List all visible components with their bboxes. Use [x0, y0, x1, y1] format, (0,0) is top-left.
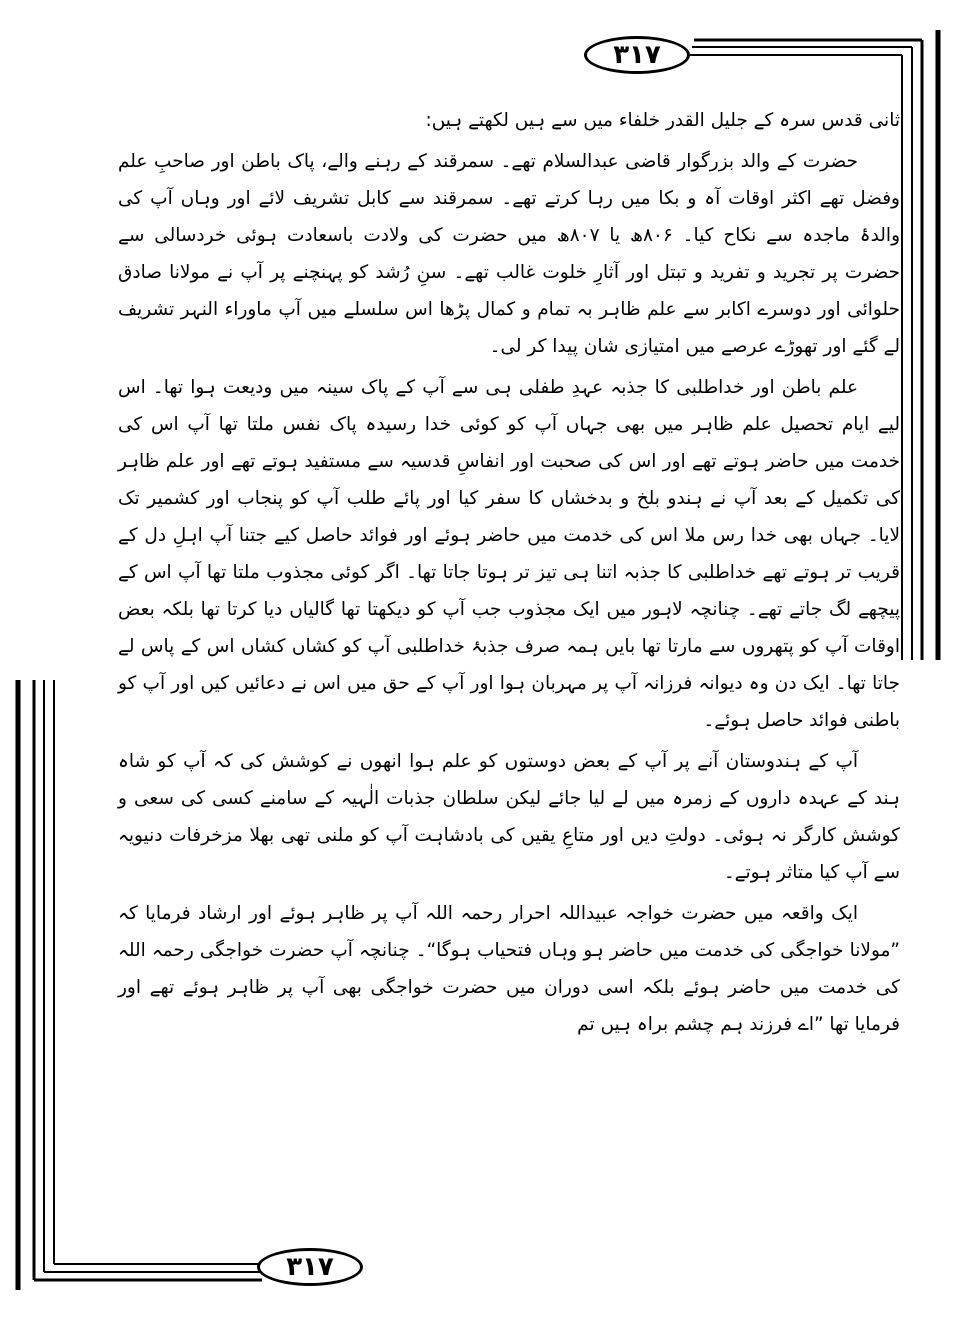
page-number-top: ۳۱۷: [584, 36, 690, 74]
paragraph-2: حضرت کے والد بزرگوار قاضی عبدالسلام تھے۔ سمرقند کے رہنے والے، پاک باطن اور صاحبِ علم وفضل تھے اکثر اوقات آہ و بکا میں رہا کرتے تھے۔ سمرقند سے کابل تشریف لائے اور وہاں آپ کی والدۂ ماجدہ سے نکاح کیا۔ ۸۰۶ھ یا ۸۰۷ھ میں حضرت کی ولادت باسعادت ہوئی خردسالی سے حضرت پر تجرید و تفرید و تبتل اور آثارِ خلوت غالب تھے۔ سنِ رُشد کو پہنچنے پر آپ نے مولانا صادق حلوائی اور دوسرے اکابر سے علم ظاہر بہ تمام و کمال پڑھا اس سلسلے میں آپ ماوراء النہر تشریف لے گئے اور تھوڑے عرصے میں امتیازی شان پیدا کر لی۔: [118, 151, 900, 357]
paragraph-4: آپ کے ہندوستان آنے پر آپ کے بعض دوستوں کو علم ہوا انھوں نے کوشش کی کہ آپ کو شاہ ہند کے عہدہ داروں کے زمرہ میں لے لیا جائے لیکن سلطان جذبات الٰہیہ کے سامنے کسی کی سعی و کوشش کارگر نہ ہوئی۔ دولتِ دیں اور متاعِ یقیں کی بادشاہت آپ کو ملنی تھی بھلا مزخرفات دنیویہ سے آپ کیا متاثر ہوتے۔: [118, 751, 900, 883]
paragraph-5: ایک واقعہ میں حضرت خواجہ عبیداللہ احرار رحمہ اللہ آپ پر ظاہر ہوئے اور ارشاد فرمایا کہ ”مولانا خواجگی کی خدمت میں حاضر ہو وہاں فتحیاب ہوگا“۔ چنانچہ آپ حضرت خواجگی رحمہ اللہ کی خدمت میں حاضر ہوئے بلکہ اسی دوران میں حضرت خواجگی بھی آپ پر ظاہر ہوئے تھے اور فرمایا تھا ”اے فرزند ہم چشم براہ ہیں تم: [118, 903, 900, 1035]
paragraph-3: علم باطن اور خداطلبی کا جذبہ عہدِ طفلی ہی سے آپ کے پاک سینہ میں ودیعت ہوا تھا۔ اس لیے ایام تحصیل علم ظاہر میں بھی جہاں آپ کو کوئی خدا رسیدہ پاک نفس ملتا تھا آپ اس کی خدمت میں حاضر ہوتے تھے اور اس کی صحبت اور انفاسِ قدسیہ سے مستفید ہوتے تھے اور علم ظاہر کی تکمیل کے بعد آپ نے ہندو بلخ و بدخشاں کا سفر کیا اور پائے طلب آپ کو پنجاب اور کشمیر تک لایا۔ جہاں بھی خدا رس ملا اس کی خدمت میں حاضر ہوئے اور فوائد حاصل کیے جتنا آپ اہلِ دل کے قریب تر ہوتے تھے خداطلبی کا جذبہ اتنا ہی تیز تر ہوتا جاتا تھا۔ اگر کوئی مجذوب ملتا تھا آپ اس کے پیچھے لگ جاتے تھے۔ چنانچہ لاہور میں ایک مجذوب جب آپ کو دیکھتا تھا گالیاں دیا کرتا تھا بلکہ بعض اوقات آپ کو پتھروں سے مارتا تھا بایں ہمہ صرف جذبۂ خداطلبی آپ کو کشاں کشاں اس کے پاس لے جاتا تھا۔ ایک دن وہ دیوانہ فرزانہ آپ پر مہربان ہوا اور آپ کے حق میں اس نے دعائیں کیں اور آپ کو باطنی فوائد حاصل ہوئے۔: [118, 377, 900, 731]
page-number-bottom: ۳۱۷: [257, 1248, 363, 1286]
paragraph-1: ثانی قدس سرہ کے جلیل القدر خلفاء میں سے ہیں لکھتے ہیں:: [425, 110, 900, 131]
main-text: [118, 102, 900, 1047]
